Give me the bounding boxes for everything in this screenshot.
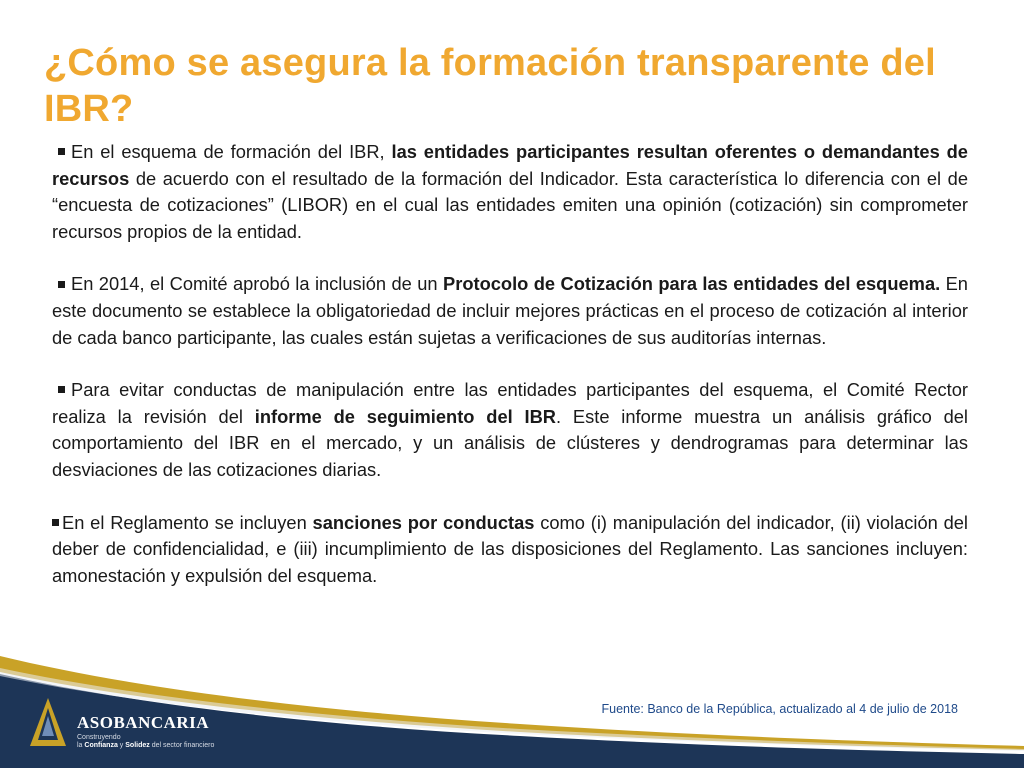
bullet-item [52, 510, 968, 590]
bullet-item [52, 139, 968, 245]
bullet-item [52, 377, 968, 483]
bullet-emphasis: sanciones por conductas [312, 511, 535, 533]
bullet-text: En el esquema de formación del IBR, [71, 141, 392, 162]
bullet-text: En el Reglamento se incluyen [62, 511, 313, 533]
bullet-text: . Este informe muestra un análisis gráfico del comportamiento del IBR en el mercado, y un análisis de clústeres y dendrogramas para determinar las desviaciones de las cotizaciones diarias. [52, 405, 968, 480]
bullet-text: de acuerdo con el resultado de la formación del Indicador. Esta característica lo diferencia con el de “encuesta de cotizaciones” (LIBOR) en el cual las entidades emiten una opinión (cotización) sin comprometer recursos propios de la entidad. [52, 167, 968, 242]
logo-wordmark: ASOBANCARIA [77, 713, 210, 732]
bullet-text: Para evitar conductas de manipulación entre las entidades participantes del esquema, el Comité Rector realiza la revisión del [52, 379, 968, 427]
bullet-square-icon [58, 148, 65, 155]
bullet-emphasis: Protocolo de Cotización para las entidades del esquema. [443, 273, 941, 295]
bullet-list [52, 139, 968, 615]
slide-title: ¿Cómo se asegura la formación transparente del IBR? [44, 42, 936, 130]
logo-tagline-2: la Confianza y Solidez del sector financiero [77, 742, 215, 749]
bullet-square-icon [52, 519, 59, 526]
bullet-text: En 2014, el Comité aprobó la inclusión de un [71, 273, 444, 295]
bullet-emphasis: las entidades participantes resultan oferentes o demandantes de recursos [52, 141, 968, 189]
bullet-item [52, 271, 968, 351]
footer-decoration [0, 650, 1024, 768]
bullet-text: En este documento se establece la obligatoriedad de incluir mejores prácticas en el proceso de cotización al interior de cada banco participante, las cuales están sujetas a verificaciones de sus auditorías internas. [52, 273, 968, 348]
source-note: Fuente: Banco de la República, actualizado al 4 de julio de 2018 [601, 702, 958, 716]
bullet-square-icon [58, 281, 65, 288]
logo-tagline-1: Construyendo [77, 734, 121, 741]
bullet-text: como (i) manipulación del indicador, (ii) violación del deber de confidencialidad, e (iii) incumplimiento de las disposiciones del Reglamento. Las sanciones incluyen: amonestación y expulsión del esquema. [52, 511, 968, 586]
bullet-square-icon [58, 386, 65, 393]
bullet-emphasis: informe de seguimiento del IBR [254, 405, 556, 427]
